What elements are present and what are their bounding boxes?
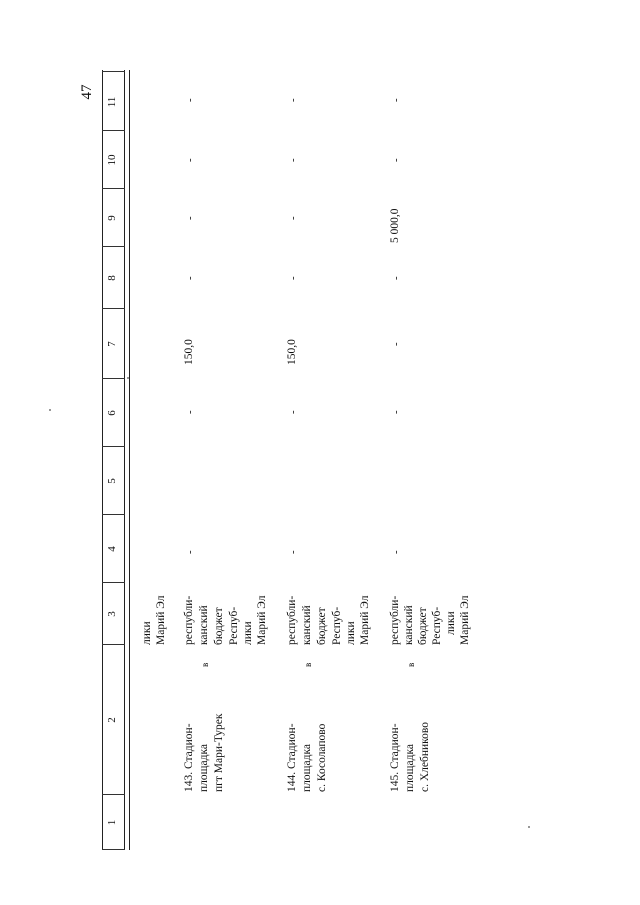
- row-name-line: площадка: [198, 744, 210, 792]
- column-divider: [102, 378, 125, 379]
- cell-col7: -: [390, 342, 402, 346]
- row-source-line: республи-: [183, 595, 195, 645]
- row-marker: в: [200, 662, 210, 667]
- row-name-line: 145. Стадион-: [389, 723, 401, 792]
- column-divider: [102, 849, 125, 850]
- table-rule-bottom: [129, 70, 130, 850]
- column-header-4: 4: [106, 546, 118, 552]
- column-header-3: 3: [106, 611, 118, 617]
- column-divider: [102, 446, 125, 447]
- row-source-line: бюджет: [417, 607, 429, 645]
- row-name-line: 144. Стадион-: [286, 723, 298, 792]
- row-source-line: бюджет: [213, 607, 225, 645]
- column-divider: [102, 644, 125, 645]
- scan-speck: [49, 409, 51, 411]
- row-source-line: Респуб-: [331, 606, 343, 645]
- row-source-line: республи-: [389, 595, 401, 645]
- row-marker: в: [303, 662, 313, 667]
- row-source-line: канский: [301, 605, 313, 645]
- cell-col9: -: [287, 216, 299, 220]
- cell-col10: -: [287, 158, 299, 162]
- row-source-line: бюджет: [316, 607, 328, 645]
- row-source-line: лики: [445, 611, 457, 635]
- row-source-line: Респуб-: [228, 606, 240, 645]
- row-source-line: канский: [403, 605, 415, 645]
- cell-col7: 150,0: [286, 339, 298, 365]
- cell-col6: -: [390, 410, 402, 414]
- page-number: 47: [79, 84, 95, 100]
- column-divider: [102, 514, 125, 515]
- column-header-2: 2: [106, 717, 118, 723]
- table-rule-top: [102, 70, 103, 850]
- row-marker: в: [406, 662, 416, 667]
- cell-col8: -: [287, 276, 299, 280]
- row-name-line: 143. Стадион-: [183, 723, 195, 792]
- column-header-6: 6: [106, 410, 118, 416]
- row-source-line: Марий Эл: [459, 595, 471, 645]
- budget-table: [100, 70, 471, 850]
- cell-col9: 5 000,0: [389, 208, 401, 243]
- row-source-line: канский: [198, 605, 210, 645]
- row-source-line: лики: [345, 621, 357, 645]
- row-name-line: с. Хлебниково: [419, 721, 431, 792]
- scan-speck: [127, 377, 129, 379]
- column-header-7: 7: [106, 341, 118, 347]
- row-name-line: с. Косолапово: [316, 723, 328, 792]
- column-divider: [102, 582, 125, 583]
- column-header-5: 5: [106, 478, 118, 484]
- column-divider: [102, 188, 125, 189]
- carryover-line: Марий Эл: [155, 595, 167, 645]
- row-name-line: пгт Мари-Турек: [213, 713, 225, 792]
- cell-col9: -: [184, 216, 196, 220]
- cell-col4: -: [287, 550, 299, 554]
- scan-speck: [528, 826, 530, 828]
- cell-col11: -: [287, 98, 299, 102]
- row-source-line: республи-: [286, 595, 298, 645]
- column-header-9: 9: [106, 215, 118, 221]
- column-divider: [102, 308, 125, 309]
- carryover-line: лики: [141, 621, 153, 645]
- cell-col4: -: [390, 550, 402, 554]
- row-source-line: лики: [242, 621, 254, 645]
- row-name-line: площадка: [404, 744, 416, 792]
- row-source-line: Марий Эл: [256, 595, 268, 645]
- row-source-line: Марий Эл: [359, 595, 371, 645]
- cell-col6: -: [287, 410, 299, 414]
- column-divider: [102, 71, 125, 72]
- cell-col8: -: [390, 276, 402, 280]
- table-rule-middle: [124, 70, 125, 850]
- column-header-11: 11: [106, 96, 118, 108]
- cell-col7: 150,0: [183, 339, 195, 365]
- cell-col4: -: [184, 550, 196, 554]
- column-divider: [102, 794, 125, 795]
- column-header-8: 8: [106, 275, 118, 281]
- cell-col6: -: [184, 410, 196, 414]
- column-header-10: 10: [106, 154, 118, 166]
- column-divider: [102, 246, 125, 247]
- row-name-line: площадка: [301, 744, 313, 792]
- row-source-line: Респуб-: [431, 606, 443, 645]
- cell-col10: -: [390, 158, 402, 162]
- cell-col8: -: [184, 276, 196, 280]
- cell-col11: -: [390, 98, 402, 102]
- column-header-1: 1: [106, 819, 118, 826]
- column-divider: [102, 130, 125, 131]
- cell-col10: -: [184, 158, 196, 162]
- cell-col11: -: [184, 98, 196, 102]
